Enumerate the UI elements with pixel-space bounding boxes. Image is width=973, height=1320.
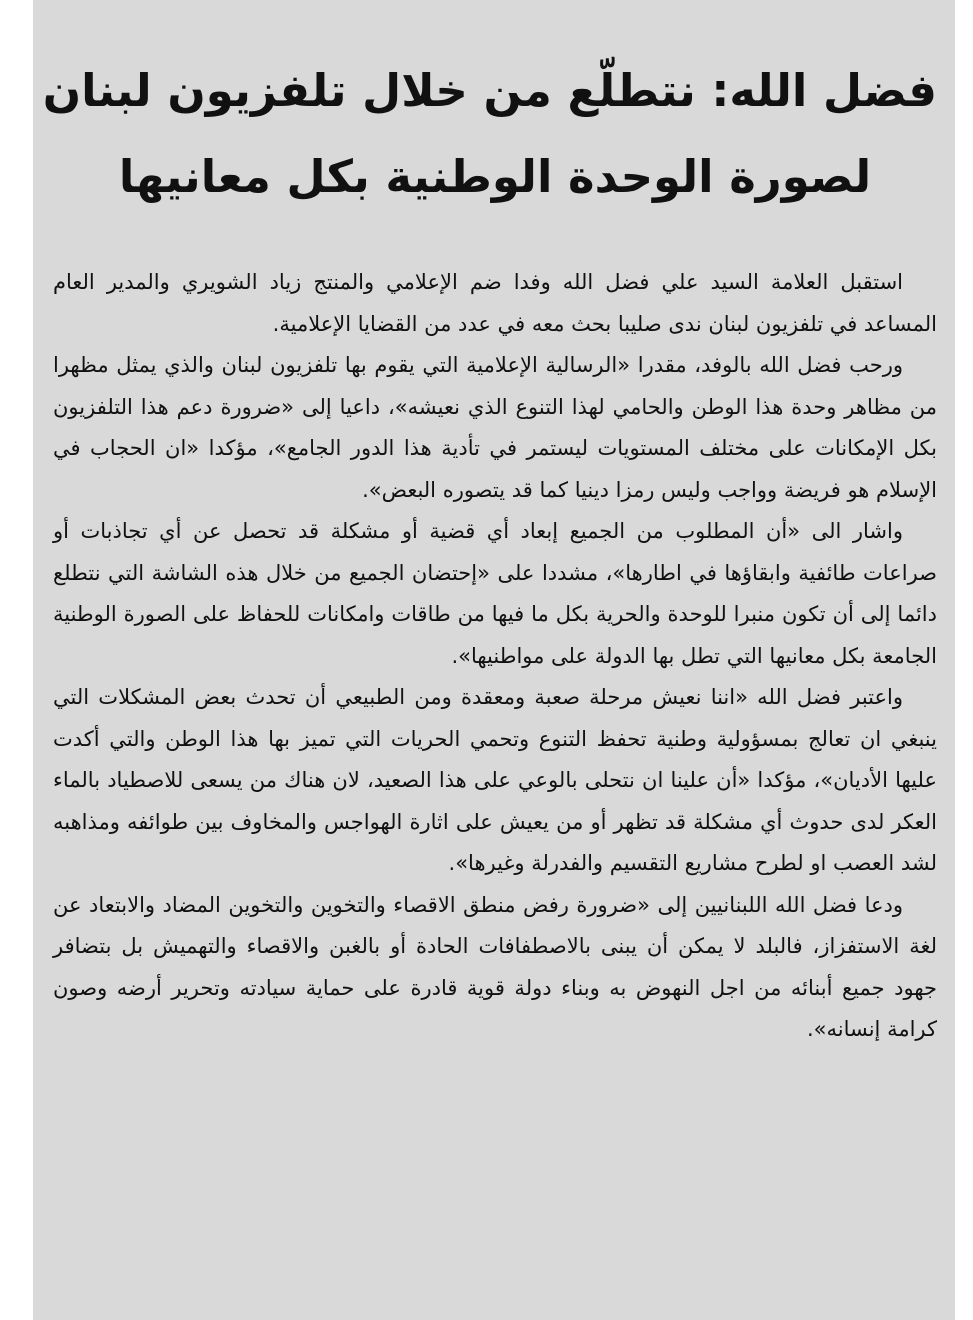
newspaper-clipping [33,0,955,1320]
article-paragraph-4: واعتبر فضل الله «اننا نعيش مرحلة صعبة ومعقدة ومن الطبيعي أن تحدث بعض المشكلات التي ينبغي ان تعالج بمسؤولية وطنية تحفظ التنوع وتحمي الحريات التي تميز بها هذا الوطن والتي أكدت عليها الأديان»، مؤكدا «أن علينا ان نتحلى بالوعي على هذا الصعيد، لان هناك من يسعى للاصطياد بالماء العكر لدى حدوث أي مشكلة قد تظهر أو من يعيش على اثارة الهواجس والمخاوف بين طوائفه ومذاهبه لشد العصب او لطرح مشاريع التقسيم والفدرلة وغيرها». [53,685,937,875]
article-paragraph-5: ودعا فضل الله اللبنانيين إلى «ضرورة رفض منطق الاقصاء والتخوين والتخوين المضاد والابتعاد عن لغة الاستفزاز، فالبلد لا يمكن أن يبنى بالاصطفافات الحادة أو بالغبن والاقصاء والتهميش بل بتضافر جهود جميع أبنائه من اجل النهوض به وبناء دولة قوية قادرة على حماية سيادته وتحرير أرضه وصون كرامة إنسانه». [53,892,937,1041]
article-paragraph-2: ورحب فضل الله بالوفد، مقدرا «الرسالية الإعلامية التي يقوم بها تلفزيون لبنان والذي يمثل مظهرا من مظاهر وحدة هذا الوطن والحامي لهذا التنوع الذي نعيشه»، داعيا إلى «ضرورة دعم هذا التلفزيون بكل الإمكانات على مختلف المستويات ليستمر في تأدية هذا الدور الجامع»، مؤكدا «ان الحجاب في الإسلام هو فريضة وواجب وليس رمزا دينيا كما قد يتصوره البعض». [53,353,937,502]
article-body [53,262,937,1051]
article-paragraph-1: استقبل العلامة السيد علي فضل الله وفدا ضم الإعلامي والمنتج زياد الشويري والمدير العام المساعد في تلفزيون لبنان ندى صليبا بحث معه في عدد من القضايا الإعلامية. [53,270,937,336]
headline-line-2: لصورة الوحدة الوطنية بكل معانيها [118,150,872,203]
article-paragraph-3: واشار الى «أن المطلوب من الجميع إبعاد أي قضية أو مشكلة قد تحصل عن أي تجاذبات أو صراعات طائفية وابقاؤها في اطارها»، مشددا على «إحتضان الجميع من خلال هذه الشاشة التي نتطلع دائما إلى أن تكون منبرا للوحدة والحرية بكل ما فيها من طاقات وامكانات للحفاظ على الصورة الوطنية الجامعة بكل معانيها التي تطل بها الدولة على مواطنيها». [53,519,937,668]
headline-line-1: فضل الله: نتطلّع من خلال تلفزيون لبنان [42,64,937,117]
headline [42,48,937,220]
